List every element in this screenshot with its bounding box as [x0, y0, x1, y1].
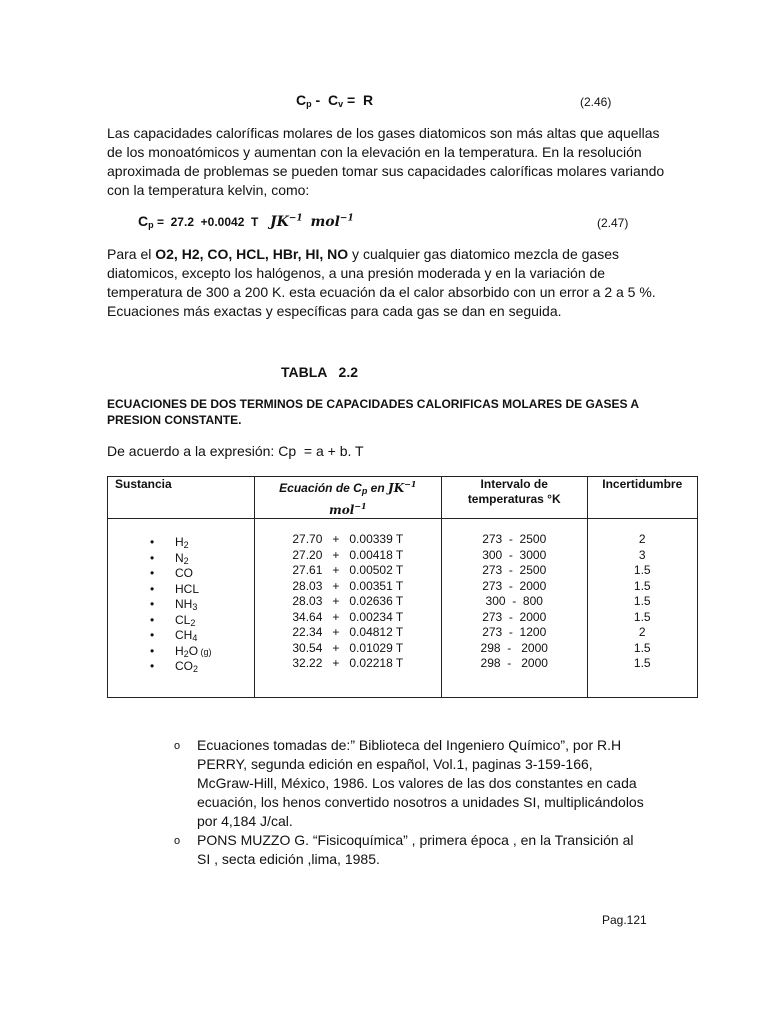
page-number: Pag.121 — [602, 913, 647, 927]
substance-item: • $N_2$ — [108, 551, 254, 567]
range-item: 273 - 1200 — [482, 625, 547, 639]
equation-list — [255, 532, 441, 672]
equation-2-47: $C_p = 27.2 +0.0042$ T $JK^{-1}$ mol$^{-1}$ — [138, 213, 354, 230]
reference-1 — [174, 736, 644, 831]
substance-item: • $NH_3$ — [108, 597, 254, 613]
range-cell — [441, 519, 587, 698]
uncertainty-cell — [587, 519, 698, 698]
table-header-row — [108, 477, 698, 519]
substance-list — [108, 535, 254, 675]
equation-2-46: $C_p - C_v = R$ — [296, 92, 374, 109]
equation-number-2-46: (2.46) — [580, 95, 612, 109]
substance-item: • $H_2O$ (g) — [108, 644, 254, 660]
range-item: 300 - 800 — [485, 594, 543, 608]
equation-item: 34.64 + 0.00234 T — [292, 609, 404, 624]
substance-item: • $CH_4$ — [108, 628, 254, 644]
table-title: TABLA 2.2 — [281, 364, 359, 380]
table-body-row — [108, 519, 698, 698]
bullet-icon: o — [174, 835, 181, 847]
uncertainty-item: 1.5 — [633, 609, 651, 624]
substance-item: • HCL — [108, 582, 254, 598]
substance-item: • $CL_2$ — [108, 613, 254, 629]
equation-item: 22.34 + 0.04812 T — [292, 625, 404, 639]
uncertainty-item: 1.5 — [633, 656, 651, 670]
uncertainty-item: 1.5 — [633, 640, 651, 655]
uncertainty-item: 1.5 — [633, 578, 651, 593]
header-uncertainty: Incertidumbre — [587, 477, 698, 519]
paragraph-gases: Para el O2, H2, CO, HCL, HBr, HI, NO y cualquier gas diatomico mezcla de gases diatomicos, excepto los halógenos, a una presión moderada y en la variación de temperatura de 300 a 200 K. esta ecuación da el calor absorbido con un error a 2 a 5 %. Ecuaciones más exactas y específicas para cada gas se dan en seguida. — [107, 246, 656, 319]
range-item: 298 - 2000 — [480, 640, 548, 655]
range-item: 300 - 3000 — [482, 547, 547, 562]
equation-item: 27.70 + 0.00339 T — [292, 532, 404, 546]
equation-item: 27.20 + 0.00418 T — [292, 547, 404, 562]
substance-item: • $CO_2$ — [108, 659, 254, 675]
header-substance: Sustancia — [108, 477, 255, 519]
equation-cell — [254, 519, 441, 698]
uncertainty-item: 2 — [638, 532, 646, 546]
paragraph-intro: Las capacidades caloríficas molares de los gases diatomicos son más altas que aquellas de los monoatómicos y aumentan con la elevación en la temperatura. En la resolución aproximada de problemas se pueden tomar sus capacidades caloríficas molares variando con la temperatura kelvin, como: — [107, 125, 665, 198]
expression-line: De acuerdo a la expresión: Cp = a + b. T — [107, 443, 364, 459]
equation-item: 28.03 + 0.02636 T — [292, 594, 404, 608]
equation-item: 30.54 + 0.01029 T — [292, 640, 404, 655]
range-item: 298 - 2000 — [480, 656, 548, 670]
bullet-icon: o — [174, 740, 181, 752]
substance-item: • $H_2$ — [108, 535, 254, 551]
range-item: 273 - 2500 — [482, 532, 547, 546]
reference-text: Ecuaciones tomadas de:” Biblioteca del Ingeniero Químico”, por R.H PERRY, segunda edición en español, Vol.1, paginas 3-159-166, McGraw-Hill, México, 1986. Los valores de las dos constantes en cada ecuación, los henos convertido nosotros a unidades SI, multiplicándolos por 4,184 J/cal. — [197, 737, 644, 829]
uncertainty-list — [588, 532, 698, 672]
substance-item: • CO — [108, 566, 254, 582]
reference-2 — [174, 831, 644, 869]
equation-number-2-47: (2.47) — [597, 216, 629, 230]
substance-cell — [108, 519, 255, 698]
equation-item: 28.03 + 0.00351 T — [292, 578, 404, 593]
reference-text: PONS MUZZO G. “Fisicoquímica” , primera época , en la Transición al SI , secta edición ,lima, 1985. — [197, 832, 634, 867]
uncertainty-item: 1.5 — [633, 594, 651, 608]
equation-item: 32.22 + 0.02218 T — [292, 656, 404, 670]
equation-item: 27.61 + 0.00502 T — [292, 563, 404, 577]
heat-capacity-table — [107, 476, 698, 698]
range-list — [442, 532, 587, 672]
uncertainty-item: 2 — [638, 625, 646, 639]
range-item: 273 - 2500 — [482, 563, 547, 577]
header-temperature-range: Intervalo de temperaturas °K — [441, 477, 587, 519]
range-item: 273 - 2000 — [482, 609, 547, 624]
table-caption: ECUACIONES DE DOS TERMINOS DE CAPACIDADES CALORIFICAS MOLARES DE GASES A PRESION CONSTANTE. — [107, 397, 639, 427]
uncertainty-item: 3 — [638, 547, 646, 562]
header-equation: Ecuación de $C_p$ en $JK^{-1}$ mol$^{-1}$ — [254, 477, 441, 519]
range-item: 273 - 2000 — [482, 578, 547, 593]
uncertainty-item: 1.5 — [633, 563, 651, 577]
